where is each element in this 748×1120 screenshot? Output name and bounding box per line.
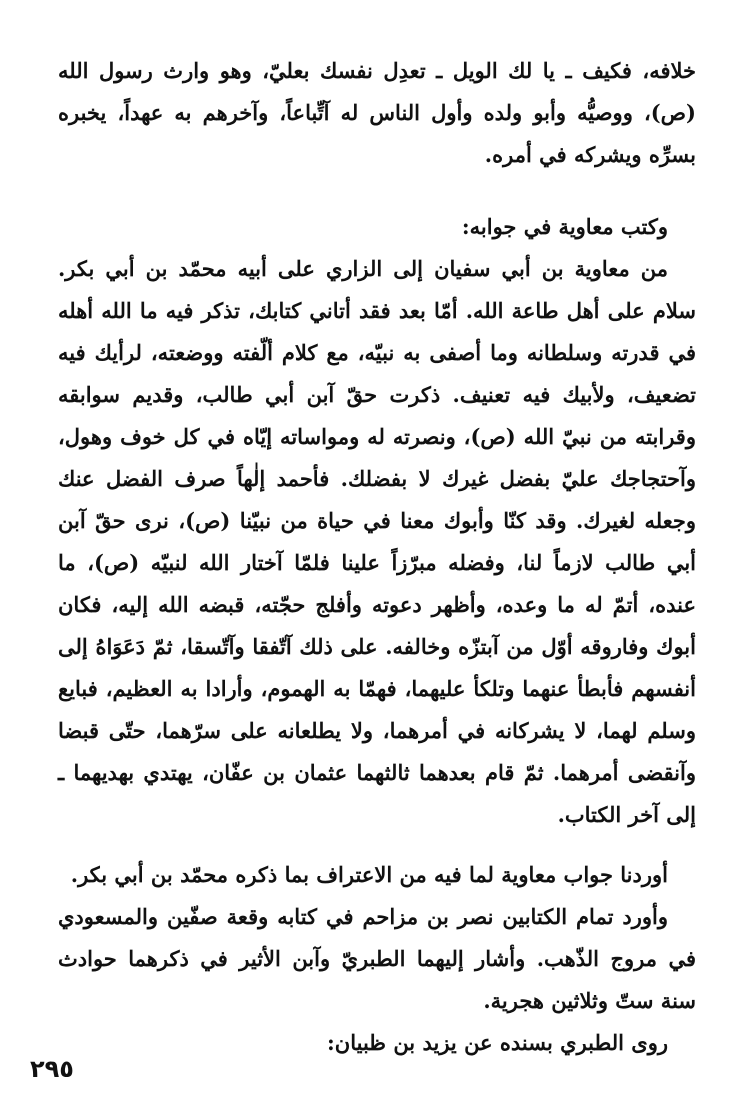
page-number: ٢٩٥ <box>30 1055 74 1083</box>
section-heading: وكتب معاوية في جوابه: <box>461 214 668 239</box>
book-page <box>58 50 696 1064</box>
paragraph-sources: وأورد تمام الكتابين نصر بن مزاحم في كتابه وقعة صفّين والمسعودي في مروج الذّهب. وأشار إليهما الطبريّ وآبن الأثير في ذكرهما حوادث سنة ستّ وثلاثين هجرية. <box>58 904 696 1013</box>
paragraph-narration: روى الطبري بسنده عن يزيد بن ظبيان: <box>327 1030 668 1055</box>
paragraph-letter: من معاوية بن أبي سفيان إلى الزاري على أبيه محمّد بن أبي بكر. سلام على أهل طاعة الله. أمّا بعد فقد أتاني كتابك، تذكر فيه ما الله أهله في قدرته وسلطانه وما أصفى به نبيّه، مع كلام ألّفته ووضعته، لرأيك فيه تضعيف، ولأبيك فيه تعنيف. ذكرت حقّ آبن أبي طالب، وقديم سوابقه وقرابته من نبيّ الله (ص)، ونصرته له ومواساته إيّاه في كل خوف وهول، وآحتجاجك عليّ بفضل غيرك لا بفضلك. فأحمد إلٰهاً صرف الفضل عنك وجعله لغيرك. وقد كنّا وأبوك معنا في حياة من نبيّنا (ص)، نرى حقّ آبن أبي طالب لازماً لنا، وفضله مبرّزاً علينا فلمّا آختار الله لنبيّه (ص)، ما عنده، أتمّ له ما وعده، وأظهر دعوته وأفلج حجّته، قبضه الله إليه، فكان أبوك وفاروقه أوّل من آبتزّه وخالفه. على ذلك آتّفقا وآتّسقا، ثمّ دَعَوَاهُ إلى أنفسهم فأبطأ عنهما وتلكأ عليهما، فهمّا به الهموم، وأرادا به العظيم، فبايع وسلم لهما، لا يشركانه في أمرهما، ولا يطلعانه على سرّهما، حتّى قبضا وآنقضى أمرهما. ثمّ قام بعدهما ثالثهما عثمان بن عفّان، يهتدي بهديهما ـ إلى آخر الكتاب. <box>58 256 696 827</box>
paragraph-comment: أوردنا جواب معاوية لما فيه من الاعتراف بما ذكره محمّد بن أبي بكر. <box>70 862 668 887</box>
spacer <box>58 836 696 854</box>
spacer <box>58 176 696 206</box>
paragraph-continuation: خلافه، فكيف ـ يا لك الويل ـ تعدِل نفسك بعليّ، وهو وارث رسول الله (ص)، ووصيُّه وأبو ولده وأول الناس له آتِّباعاً، وآخرهم به عهداً، يخبره بسرِّه ويشركه في أمره. <box>58 58 696 167</box>
